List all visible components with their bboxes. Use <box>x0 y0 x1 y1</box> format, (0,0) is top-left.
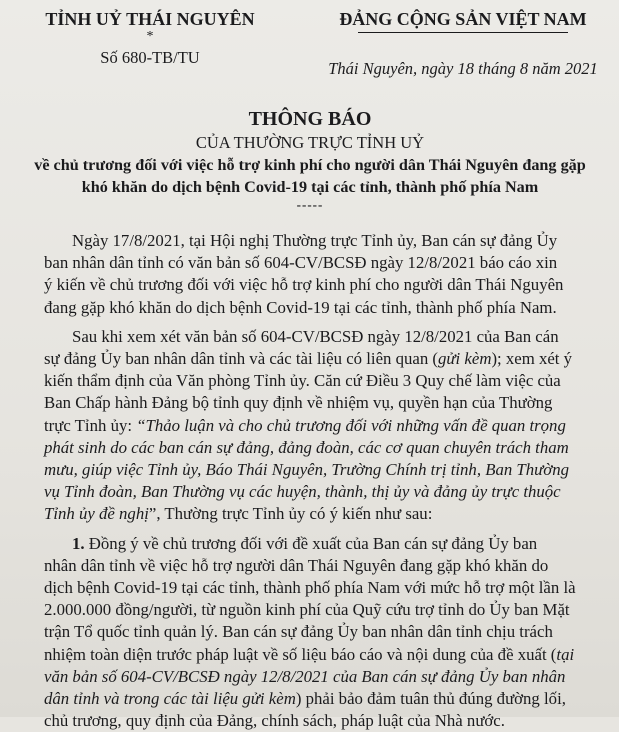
paragraph-2-line: Sau khi xem xét văn bản số 604-CV/BCSĐ ngày 12/8/2021 của Ban cán <box>72 326 559 346</box>
italic-line: văn bản số 604-CV/BCSĐ ngày 12/8/2021 của Ban cán sự đảng Ủy ban nhân <box>44 666 566 686</box>
star-mark: * <box>146 29 154 44</box>
title-block <box>20 106 600 212</box>
subject-line-2: khó khăn do dịch bệnh Covid-19 tại các tỉnh, thành phố phía Nam <box>81 178 539 196</box>
paragraph-3 <box>44 533 610 732</box>
issuer-block <box>40 6 260 70</box>
paragraph-1-line: ban nhân dân tỉnh có văn bản số 604-CV/BCSĐ ngày 12/8/2021 báo cáo xin <box>44 253 558 273</box>
quote-run: “Thảo luận và cho chủ trương đối với những vấn đề quan trọng <box>136 415 566 435</box>
quote-line: mưu, giúp việc Tỉnh ủy, Báo Thái Nguyên, Trường Chính trị tỉnh, Ban Thường <box>44 460 570 480</box>
paragraph-2-line: Ban Chấp hành Đảng bộ tỉnh quy định về nhiệm vụ, quyền hạn của Thường <box>44 393 553 413</box>
paragraph-3-line: dịch bệnh Covid-19 tại các tỉnh, thành phố phía Nam với mức hỗ trợ một lần là <box>44 578 576 598</box>
item-number: 1. <box>72 533 85 553</box>
text-run: trực Tỉnh ủy: <box>44 415 137 435</box>
italic-run: gửi kèm <box>438 349 492 369</box>
paragraph-2 <box>44 326 610 526</box>
text-run: nhiệm toàn diện trước pháp luật về số liệu báo cáo và nội dung của đề xuất ( <box>44 644 557 664</box>
paragraph-1-line: ý kiến về chủ trương đối với việc hỗ trợ kinh phí cho người dân Thái Nguyên <box>44 275 564 295</box>
paragraph-3-line: nhân dân tỉnh về việc hỗ trợ người dân Thái Nguyên đang gặp khó khăn do <box>44 555 549 575</box>
quote-run: Tỉnh ủy đề nghị <box>44 504 149 524</box>
party-name: ĐẢNG CỘNG SẢN VIỆT NAM <box>339 9 587 29</box>
party-block <box>318 6 608 81</box>
text-run: ”, Thường trực Tỉnh ủy có ý kiến như sau: <box>148 504 433 524</box>
italic-run: dân tỉnh và trong các tài liệu gửi kèm <box>44 689 296 709</box>
paragraph-3-line: 2.000.000 đồng/người, từ nguồn kinh phí của Quỹ cứu trợ tỉnh do Ủy ban Mặt <box>44 600 570 620</box>
paragraph-2-line <box>44 415 610 437</box>
paragraph-1-line: Ngày 17/8/2021, tại Hội nghị Thường trực Tỉnh ủy, Ban cán sự đảng Ủy <box>72 231 558 250</box>
paragraph-3-line: chủ trương, quy định của Đảng, chính sách, pháp luật của Nhà nước. <box>44 711 505 731</box>
paragraph-3-line <box>44 533 610 555</box>
paragraph-2-line: kiến thẩm định của Văn phòng Tỉnh ủy. Căn cứ Điều 3 Quy chế làm việc của <box>44 371 561 391</box>
text-run: ); xem xét ý <box>491 349 573 369</box>
title-separator: ----- <box>296 197 324 212</box>
document-number: Số 680-TB/TU <box>100 48 200 67</box>
paragraph-3-line: trận Tổ quốc tỉnh quản lý. Ban cán sự đảng Ủy ban nhân dân tỉnh chịu trách <box>44 622 553 642</box>
text-run: Đồng ý về chủ trương đối với đề xuất của Ban cán sự đảng Ủy ban <box>84 533 538 553</box>
place-date: Thái Nguyên, ngày 18 tháng 8 năm 2021 <box>328 59 598 78</box>
quote-line: phát sinh do các ban cán sự đảng, đảng đoàn, các cơ quan chuyên trách tham <box>44 437 569 457</box>
quote-line: vụ Tỉnh đoàn, Ban Thường vụ các huyện, thành, thị ủy và đảng ủy trực thuộc <box>44 482 561 502</box>
party-underline <box>358 32 568 33</box>
text-run: sự đảng Ủy ban nhân dân tỉnh và các tài liệu có liên quan ( <box>44 349 439 369</box>
italic-run: tại <box>556 644 575 664</box>
paragraph-1 <box>44 230 610 319</box>
document-title: THÔNG BÁO <box>248 108 372 130</box>
paragraph-2-line <box>44 348 610 370</box>
text-run: ) phải bảo đảm tuân thủ đúng đường lối, <box>295 689 566 709</box>
paragraph-3-line <box>44 644 610 666</box>
document-subtitle: CỦA THƯỜNG TRỰC TỈNH UỶ <box>195 133 425 152</box>
issuer-name: TỈNH UỶ THÁI NGUYÊN <box>45 9 255 29</box>
subject-line-1: về chủ trương đối với việc hỗ trợ kinh phí cho người dân Thái Nguyên đang gặp <box>34 156 586 174</box>
paragraph-1-line: đang gặp khó khăn do dịch bệnh Covid-19 tại các tỉnh, thành phố phía Nam. <box>44 297 557 317</box>
paragraph-3-line <box>44 688 610 710</box>
document-body <box>44 230 610 732</box>
paragraph-2-line <box>44 503 610 525</box>
